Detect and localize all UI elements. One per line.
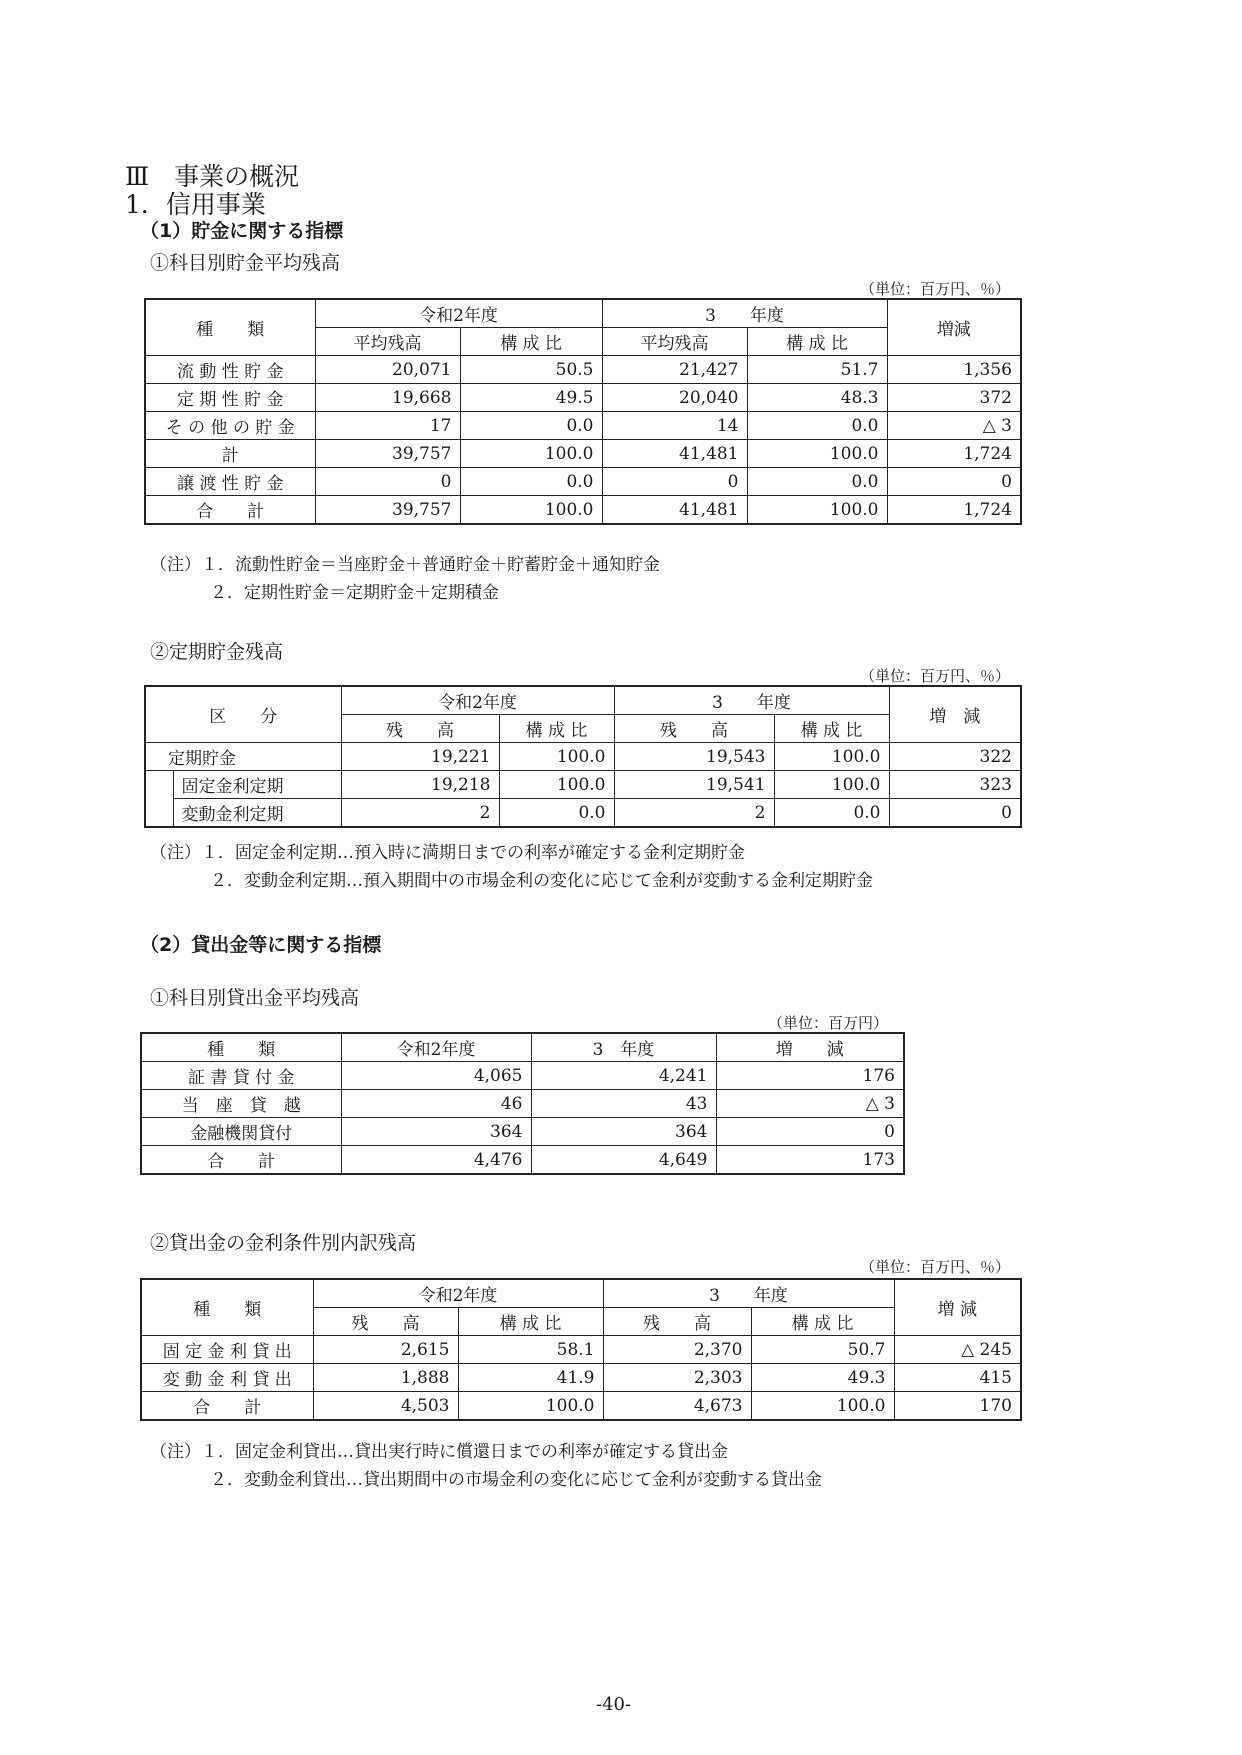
col-ratio2: 構 成 比 xyxy=(751,1308,894,1336)
table-row: 定期貯金 19,221 100.0 19,543 100.0 322 xyxy=(145,743,1021,771)
table2-caption: ②定期貯金残高 xyxy=(150,641,284,663)
table-row: 合 計 39,757 100.0 41,481 100.0 1,724 xyxy=(145,496,1021,525)
col-ratio2: 構 成 比 xyxy=(747,328,887,356)
table-row: 変 動 金 利 貸 出 1,888 41.9 2,303 49.3 415 xyxy=(141,1364,1021,1392)
col-change: 増減 xyxy=(887,299,1021,356)
col-year1: 令和2年度 xyxy=(315,299,602,328)
deposit-average-table xyxy=(144,298,1022,525)
col-change: 増 減 xyxy=(716,1033,904,1062)
col-year2: 3 年度 xyxy=(614,686,889,715)
table-row: 証 書 貸 付 金 4,065 4,241 176 xyxy=(141,1062,904,1090)
col-avg2: 平均残高 xyxy=(602,328,747,356)
loan-interest-table xyxy=(140,1278,1022,1421)
table-row: そ の 他 の 貯 金 17 0.0 14 0.0 △ 3 xyxy=(145,412,1021,440)
col-change: 増 減 xyxy=(894,1279,1021,1336)
table3-caption: ①科目別貸出金平均残高 xyxy=(150,987,360,1009)
time-deposit-table xyxy=(144,685,1022,828)
table-row: 定 期 性 貯 金 19,668 49.5 20,040 48.3 372 xyxy=(145,384,1021,412)
col-avg1: 平均残高 xyxy=(315,328,460,356)
col-ratio1: 構 成 比 xyxy=(499,715,614,743)
table-row: 計 39,757 100.0 41,481 100.0 1,724 xyxy=(145,440,1021,468)
table4-unit: （単位：百万円、％） xyxy=(860,1258,1011,1276)
deposit-heading: （1）貯金に関する指標 xyxy=(140,220,344,242)
table-row: 固 定 金 利 貸 出 2,615 58.1 2,370 50.7 △ 245 xyxy=(141,1336,1021,1364)
table1-note1: （注）１．流動性貯金＝当座貯金＋普通貯金＋貯蓄貯金＋通知貯金 xyxy=(150,555,660,575)
table-row: 固定金利定期 19,218 100.0 19,541 100.0 323 xyxy=(145,771,1021,799)
col-bal2: 残 高 xyxy=(614,715,774,743)
loan-heading: （2）貸出金等に関する指標 xyxy=(140,934,382,956)
table-row: 変動金利定期 2 0.0 2 0.0 0 xyxy=(145,799,1021,828)
table4-note2: ２．変動金利貸出…貸出期間中の市場金利の変化に応じて金利が変動する貸出金 xyxy=(210,1470,822,1490)
table2-note1: （注）１．固定金利定期…預入時に満期日までの利率が確定する金利定期貯金 xyxy=(150,843,745,863)
col-year1: 令和2年度 xyxy=(341,686,614,715)
col-ratio2: 構 成 比 xyxy=(774,715,889,743)
table2-note2: ２．変動金利定期…預入期間中の市場金利の変化に応じて金利が変動する金利定期貯金 xyxy=(210,871,873,891)
table-row: 流 動 性 貯 金 20,071 50.5 21,427 51.7 1,356 xyxy=(145,356,1021,384)
col-change: 増 減 xyxy=(889,686,1021,743)
table-row: 合 計 4,503 100.0 4,673 100.0 170 xyxy=(141,1392,1021,1421)
table3-unit: （単位：百万円） xyxy=(768,1014,889,1032)
section-subtitle: 1．信用事業 xyxy=(125,190,266,219)
col-kind: 種 類 xyxy=(141,1279,313,1336)
col-kind: 種 類 xyxy=(145,299,315,356)
table-row: 合 計 4,476 4,649 173 xyxy=(141,1146,904,1175)
section-title: Ⅲ 事業の概況 xyxy=(125,162,300,191)
col-year2: 3 年度 xyxy=(531,1033,716,1062)
col-year2: 3 年度 xyxy=(603,1279,894,1308)
table1-unit: （単位：百万円、％） xyxy=(860,280,1011,298)
col-year1: 令和2年度 xyxy=(313,1279,603,1308)
col-year1: 令和2年度 xyxy=(341,1033,531,1062)
col-bal2: 残 高 xyxy=(603,1308,751,1336)
loan-average-table xyxy=(140,1032,905,1175)
col-kind: 種 類 xyxy=(141,1033,341,1062)
table2-unit: （単位：百万円、％） xyxy=(860,667,1011,685)
table-row: 当 座 貸 越 46 43 △ 3 xyxy=(141,1090,904,1118)
table4-note1: （注）１．固定金利貸出…貸出実行時に償還日までの利率が確定する貸出金 xyxy=(150,1442,728,1462)
table-row: 金融機関貸付 364 364 0 xyxy=(141,1118,904,1146)
col-ratio1: 構 成 比 xyxy=(458,1308,603,1336)
table4-caption: ②貸出金の金利条件別内訳残高 xyxy=(150,1232,417,1254)
page-number: -40- xyxy=(596,1694,632,1715)
col-bal1: 残 高 xyxy=(341,715,499,743)
table-row: 譲 渡 性 貯 金 0 0.0 0 0.0 0 xyxy=(145,468,1021,496)
col-year2: 3 年度 xyxy=(602,299,887,328)
table1-note2: ２．定期性貯金＝定期貯金＋定期積金 xyxy=(210,583,499,603)
table1-caption: ①科目別貯金平均残高 xyxy=(150,252,341,274)
col-ratio1: 構 成 比 xyxy=(460,328,602,356)
col-bal1: 残 高 xyxy=(313,1308,458,1336)
col-kind: 区 分 xyxy=(145,686,341,743)
